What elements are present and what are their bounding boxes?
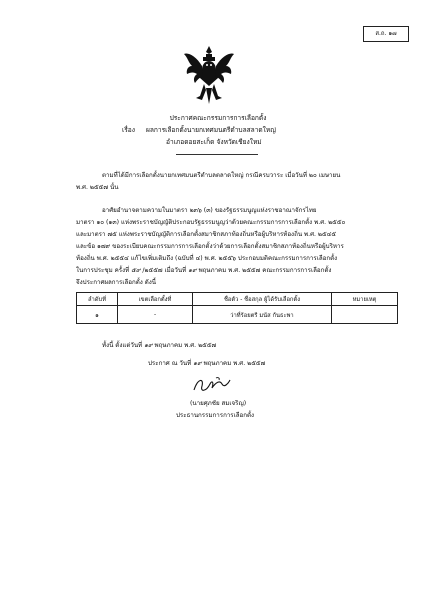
effective-text-b: พฤษภาคม พ.ศ. ๒๕๕๗ bbox=[154, 342, 217, 349]
form-code-box: ส.ถ. ๑๗ bbox=[363, 26, 409, 42]
cell-remarks bbox=[332, 306, 398, 324]
table-header-row bbox=[77, 293, 398, 306]
paragraph-2-line-1: อาศัยอำนาจตามความในมาตรา ๒๓๖ (๓) ของรัฐธรรมนูญแห่งราชอาณาจักรไทย bbox=[102, 207, 317, 214]
garuda-emblem-icon bbox=[182, 44, 236, 106]
signer-name: (นายศุภชัย สมเจริญ) bbox=[190, 400, 247, 407]
title-divider bbox=[176, 154, 258, 155]
meeting-number: ๕๙ bbox=[131, 267, 141, 274]
header-name: ชื่อตัว - ชื่อสกุล ผู้ได้รับเลือกตั้ง bbox=[193, 293, 332, 306]
cell-district: - bbox=[118, 306, 193, 324]
effective-day: ๑๙ bbox=[144, 342, 153, 349]
header-remarks: หมายเหตุ bbox=[332, 293, 398, 306]
paragraph-1-line-1: ตามที่ได้มีการเลือกตั้งนายกเทศมนตรีตำบลตลาดใหญ่ กรณีครบวาระ เมื่อวันที่ ๒๐ เมษายน bbox=[102, 172, 341, 179]
results-table bbox=[76, 292, 398, 324]
header-district: เขตเลือกตั้งที่ bbox=[118, 293, 193, 306]
paragraph-2-line-3: และมาตรา ๗๕ แห่งพระราชบัญญัติการเลือกตั้งสมาชิกสภาท้องถิ่นหรือผู้บริหารท้องถิ่น พ.ศ. ๒๕๔๕ bbox=[76, 231, 337, 238]
table-row bbox=[77, 306, 398, 324]
announced-day: ๑๙ bbox=[193, 360, 202, 367]
header-order: ลำดับที่ bbox=[77, 293, 118, 306]
cell-name: ว่าที่ร้อยตรี มนัส กันธะพา bbox=[193, 306, 332, 324]
signer-title: ประธานกรรมการการเลือกตั้ง bbox=[176, 412, 255, 419]
announcement-date-line bbox=[148, 360, 265, 368]
meeting-text-b: /๒๕๕๗ เมื่อวันที่ bbox=[142, 267, 187, 274]
paragraph-2-line-2: มาตรา ๑๐ (๑๓) แห่งพระราชบัญญัติประกอบรัฐธรรมนูญว่าด้วยคณะกรรมการการเลือกตั้ง พ.ศ. ๒๕๕๐ bbox=[76, 219, 346, 226]
announced-text-b: พฤษภาคม พ.ศ. ๒๕๕๗ bbox=[203, 360, 266, 367]
meeting-text-a: ในการประชุม ครั้งที่ bbox=[76, 267, 130, 274]
meeting-text-c: พฤษภาคม พ.ศ. ๒๕๕๗ คณะกรรมการการเลือกตั้ง bbox=[198, 267, 332, 274]
subject-location: อำเภอดอยสะเก็ด จังหวัดเชียงใหม่ bbox=[166, 138, 262, 146]
subject-label: เรื่อง bbox=[122, 126, 135, 134]
meeting-day: ๑๙ bbox=[188, 267, 197, 274]
paragraph-1-line-2: พ.ศ. ๒๕๕๗ นั้น bbox=[76, 184, 119, 191]
effective-text-a: ทั้งนี้ ตั้งแต่วันที่ bbox=[102, 342, 143, 349]
signature-icon bbox=[190, 374, 234, 396]
announced-text-a: ประกาศ ณ วันที่ bbox=[148, 360, 192, 367]
cell-order: ๑ bbox=[77, 306, 118, 324]
paragraph-2-line-4: และข้อ ๑๗๙ ของระเบียบคณะกรรมการการเลือกตั้งว่าด้วยการเลือกตั้งสมาชิกสภาท้องถิ่นหรือผู้บริหาร bbox=[76, 243, 344, 250]
subject-text: ผลการเลือกตั้งนายกเทศมนตรีตำบลสลาดใหญ่ bbox=[146, 126, 276, 134]
effective-date-line bbox=[102, 342, 216, 350]
paragraph-2-line-6 bbox=[76, 267, 331, 275]
paragraph-2-line-5: ท้องถิ่น พ.ศ. ๒๕๕๔ แก้ไขเพิ่มเติมถึง (ฉบับที่ ๔) พ.ศ. ๒๕๕๖ ประกอบมติคณะกรรมการการเลือกตั้ง bbox=[76, 255, 338, 262]
announcement-title: ประกาศคณะกรรมการการเลือกตั้ง bbox=[169, 114, 267, 122]
paragraph-2-line-7: จึงประกาศผลการเลือกตั้ง ดังนี้ bbox=[76, 279, 156, 286]
